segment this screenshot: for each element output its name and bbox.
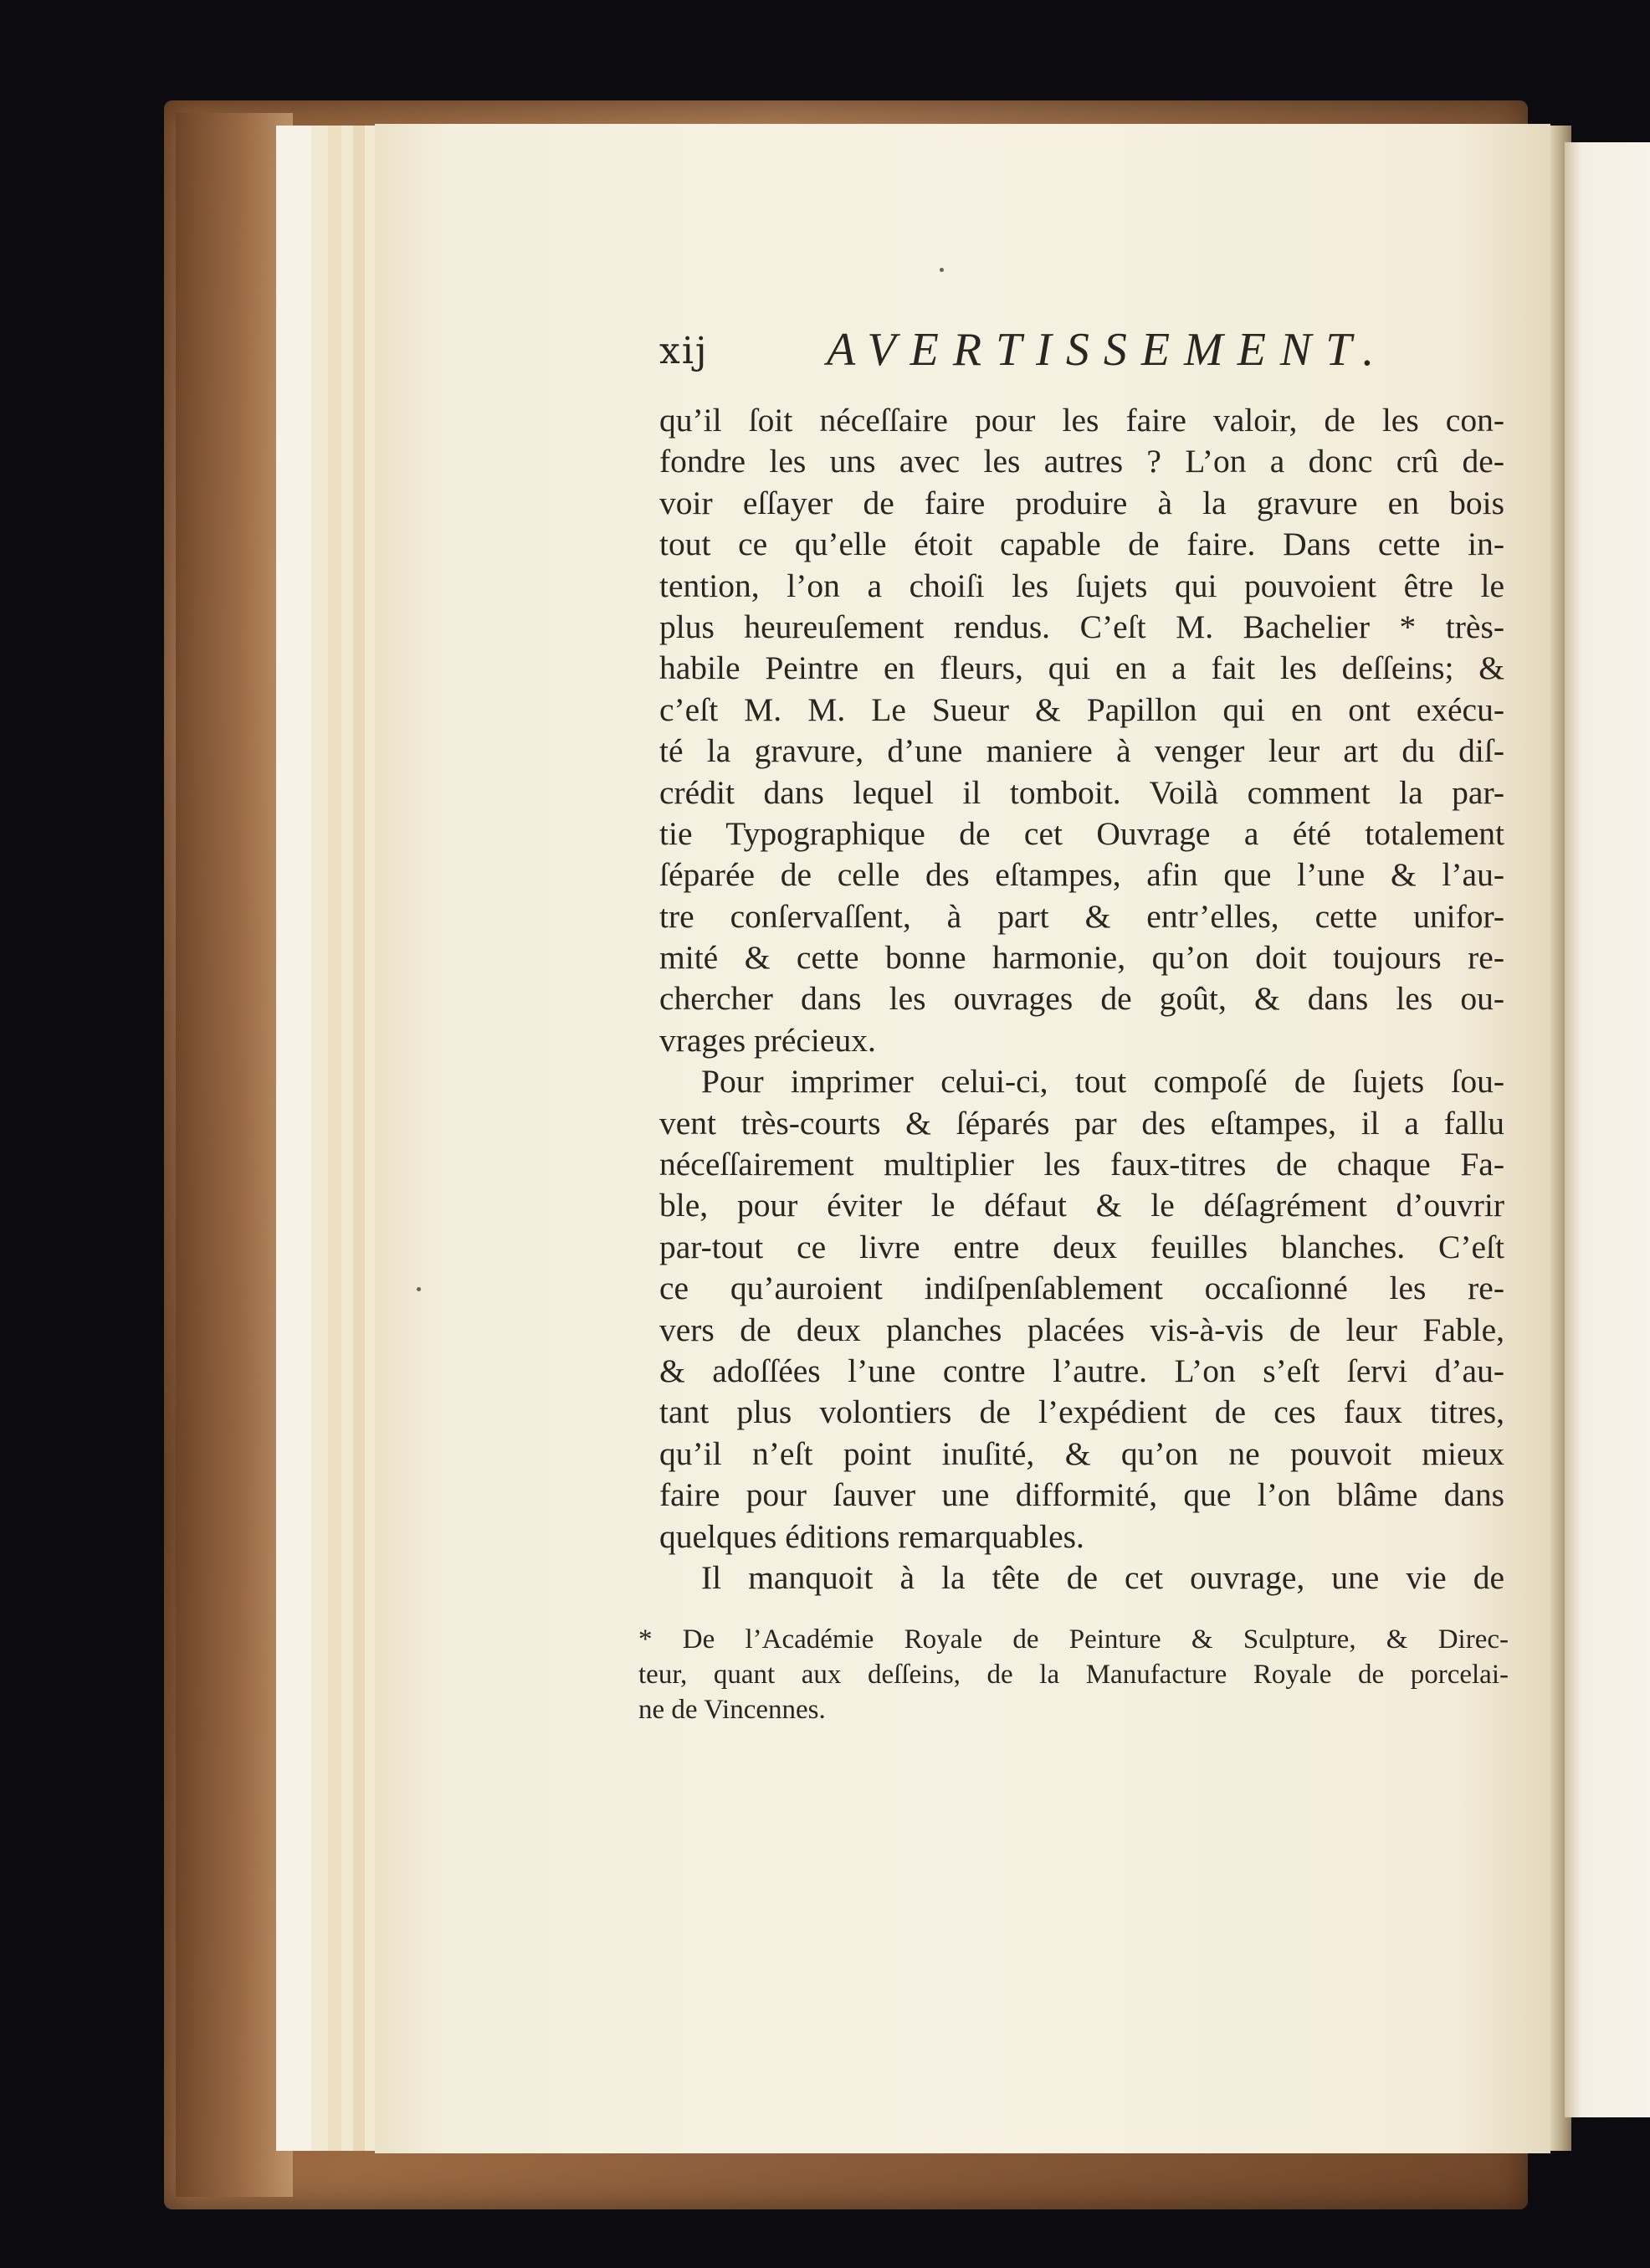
footnote-line: * De l’Académie Royale de Peinture & Sculpture, & Direc- [638,1624,1509,1655]
paper-speck [940,268,944,272]
text-line: vers de deux planches placées vis-à-vis de leur Fable, [659,1311,1504,1348]
text-line: tre conſervaſſent, à part & entr’elles, cette unifor- [659,897,1504,935]
text-line: tout ce qu’elle étoit capable de faire. Dans cette in- [659,526,1504,563]
footnote-line: teur, quant aux deſſeins, de la Manufacture Royale de porcelai- [638,1660,1509,1690]
text-line: crédit dans lequel il tomboit. Voilà comment la par- [659,773,1504,811]
text-line: ce qu’auroient indiſpenſablement occaſionné les re- [659,1270,1504,1307]
cover-turn-in [176,113,293,2197]
running-head [659,323,1396,390]
text-line: & adoſſées l’une contre l’autre. L’on s’eſt ſervi d’au- [659,1352,1504,1389]
text-line: vent très-courts & ſéparés par des eſtampes, il a fallu [659,1104,1504,1142]
paper-speck [417,1287,421,1291]
text-line: Pour imprimer celui-ci, tout compoſé de ſujets ſou- [701,1063,1504,1101]
text-line: qu’il ſoit néceſſaire pour les faire valoir, de les con- [659,402,1504,439]
text-line: par-tout ce livre entre deux feuilles blanches. C’eſt [659,1228,1504,1265]
text-line: vrages précieux. [659,1021,876,1059]
text-line: voir eſſayer de faire produire à la gravure en bois [659,484,1504,521]
text-line: plus heureuſement rendus. C’eſt M. Bachelier * très- [659,608,1504,645]
text-line: fondre les uns avec les autres ? L’on a donc crû de- [659,443,1504,480]
page-number: xij [659,330,709,372]
running-head-title: AVERTISSEMENT. [827,324,1389,376]
text-line: chercher dans les ouvrages de goût, & dans les ou- [659,980,1504,1018]
text-line: tie Typographique de cet Ouvrage a été totalement [659,814,1504,852]
facing-page-sliver [1565,142,1650,2117]
text-line: té la gravure, d’une maniere à venger leur art du diſ- [659,732,1504,770]
text-line: ble, pour éviter le défaut & le déſagrément d’ouvrir [659,1187,1504,1224]
footnote [638,1622,1509,1727]
text-line: néceſſairement multiplier les faux-titres de chaque Fa- [659,1146,1504,1183]
book-page [375,124,1550,2153]
text-line: tant plus volontiers de l’expédient de ces faux titres, [659,1393,1504,1431]
text-line: quelques éditions remarquables. [659,1517,1084,1555]
text-line: mité & cette bonne harmonie, qu’on doit toujours re- [659,939,1504,977]
text-line: Il manquoit à la tête de cet ouvrage, une vie de [701,1558,1504,1596]
text-line: c’eſt M. M. Le Sueur & Papillon qui en ont exécu- [659,690,1504,728]
body-text [659,400,1504,1598]
text-line: tention, l’on a choiſi les ſujets qui pouvoient être le [659,567,1504,604]
footnote-line: ne de Vincennes. [638,1695,826,1725]
text-line: qu’il n’eſt point inuſité, & qu’on ne pouvoit mieux [659,1434,1504,1472]
text-line: faire pour ſauver une difformité, que l’on blâme dans [659,1476,1504,1514]
text-line: habile Peintre en fleurs, qui en a fait les deſſeins; & [659,649,1504,687]
text-line: ſéparée de celle des eſtampes, afin que l’une & l’au- [659,856,1504,894]
